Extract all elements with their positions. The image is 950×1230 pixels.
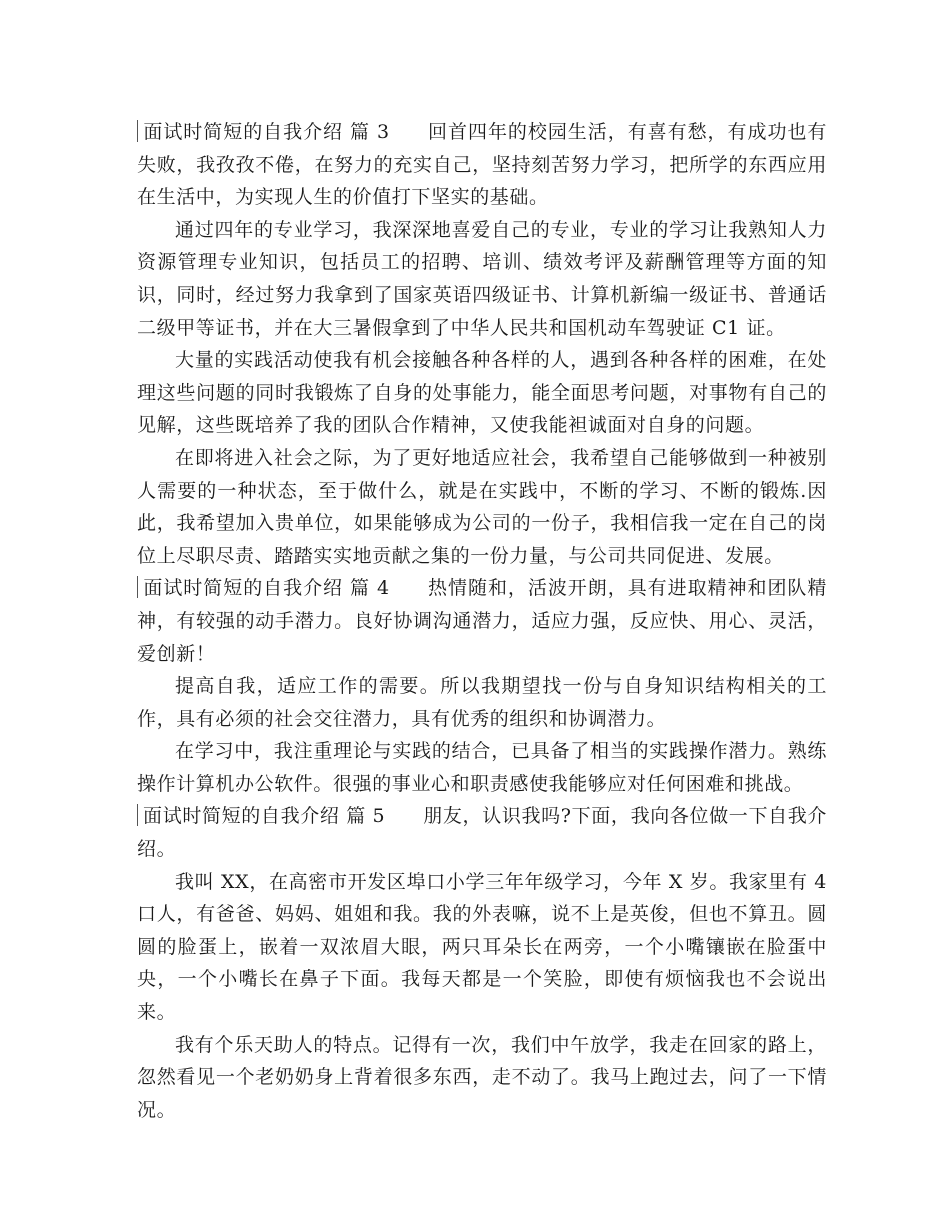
section-3-paragraph-1: 通过四年的专业学习，我深深地喜爱自己的专业，专业的学习让我熟知人力资源管理专业知识，包括员工的招聘、培训、绩效考评及薪酬管理等方面的知识，同时，经过努力我拿到了国家英语四级证书、计算机新编一级证书、普通话二级甲等证书，并在大三暑假拿到了中华人民共和国机动车驾驶证 C1 证。 <box>137 218 827 339</box>
section-4-heading: 面试时简短的自我介绍 篇 4 <box>143 577 390 600</box>
section-3-heading-paragraph <box>137 116 827 214</box>
section-5-lead: 朋友，认识我吗?下面，我向各位做一下自我介绍。 <box>137 805 827 861</box>
section-3-lead: 回首四年的校园生活，有喜有愁，有成功也有失败，我孜孜不倦，在努力的充实自己，坚持刻苦努力学习，把所学的东西应用在生活中，为实现人生的价值打下坚实的基础。 <box>137 121 827 209</box>
section-4-paragraph-1: 提高自我，适应工作的需要。所以我期望找一份与自身知识结构相关的工作，具有必须的社会交往潜力，具有优秀的组织和协调潜力。 <box>137 675 827 730</box>
section-3-heading: 面试时简短的自我介绍 篇 3 <box>143 121 390 143</box>
document-body <box>137 116 827 1126</box>
heading-marker <box>137 120 138 142</box>
section-5-paragraph-1: 我叫 XX，在高密市开发区埠口小学三年年级学习，今年 X 岁。我家里有 4 口人，有爸爸、妈妈、姐姐和我。我的外表嘛，说不上是英俊，但也不算丑。圆圆的脸蛋上，嵌着一双浓眉大眼，两只耳朵长在两旁，一个小嘴镶嵌在脸蛋中央，一个小嘴长在鼻子下面。我每天都是一个笑脸，即使有烦恼我也不会说出来。 <box>137 870 827 1024</box>
section-4-paragraph-2: 在学习中，我注重理论与实践的结合，已具备了相当的实践操作潜力。熟练操作计算机办公软件。很强的事业心和职责感使我能够应对任何困难和挑战。 <box>137 740 827 795</box>
section-3-paragraph-3: 在即将进入社会之际，为了更好地适应社会，我希望自己能够做到一种被别人需要的一种状态，至于做什么，就是在实践中，不断的学习、不断的锻炼.因此，我希望加入贵单位，如果能够成为公司的一份子，我相信我一定在自己的岗位上尽职尽责、踏踏实实地贡献之集的一份力量，与公司共同促进、发展。 <box>137 446 827 567</box>
heading-marker <box>137 576 138 598</box>
section-5-heading: 面试时简短的自我介绍 篇 5 <box>143 805 386 828</box>
section-3-paragraph-2: 大量的实践活动使我有机会接触各种各样的人，遇到各种各样的困难，在处理这些问题的同时我锻炼了自身的处事能力，能全面思考问题，对事物有自己的见解，这些既培养了我的团队合作精神，又使我能袒诚面对自身的问题。 <box>137 349 827 437</box>
section-4-heading-paragraph <box>137 572 827 670</box>
heading-marker <box>137 804 138 826</box>
section-4-lead: 热情随和，活波开朗，具有进取精神和团队精神，有较强的动手潜力。良好协调沟通潜力，适应力强，反应快、用心、灵活，爱创新！ <box>137 577 827 665</box>
section-5-heading-paragraph <box>137 800 827 865</box>
section-5-paragraph-2: 我有个乐天助人的特点。记得有一次，我们中午放学，我走在回家的路上，忽然看见一个老奶奶身上背着很多东西，走不动了。我马上跑过去，问了一下情况。 <box>137 1033 827 1121</box>
